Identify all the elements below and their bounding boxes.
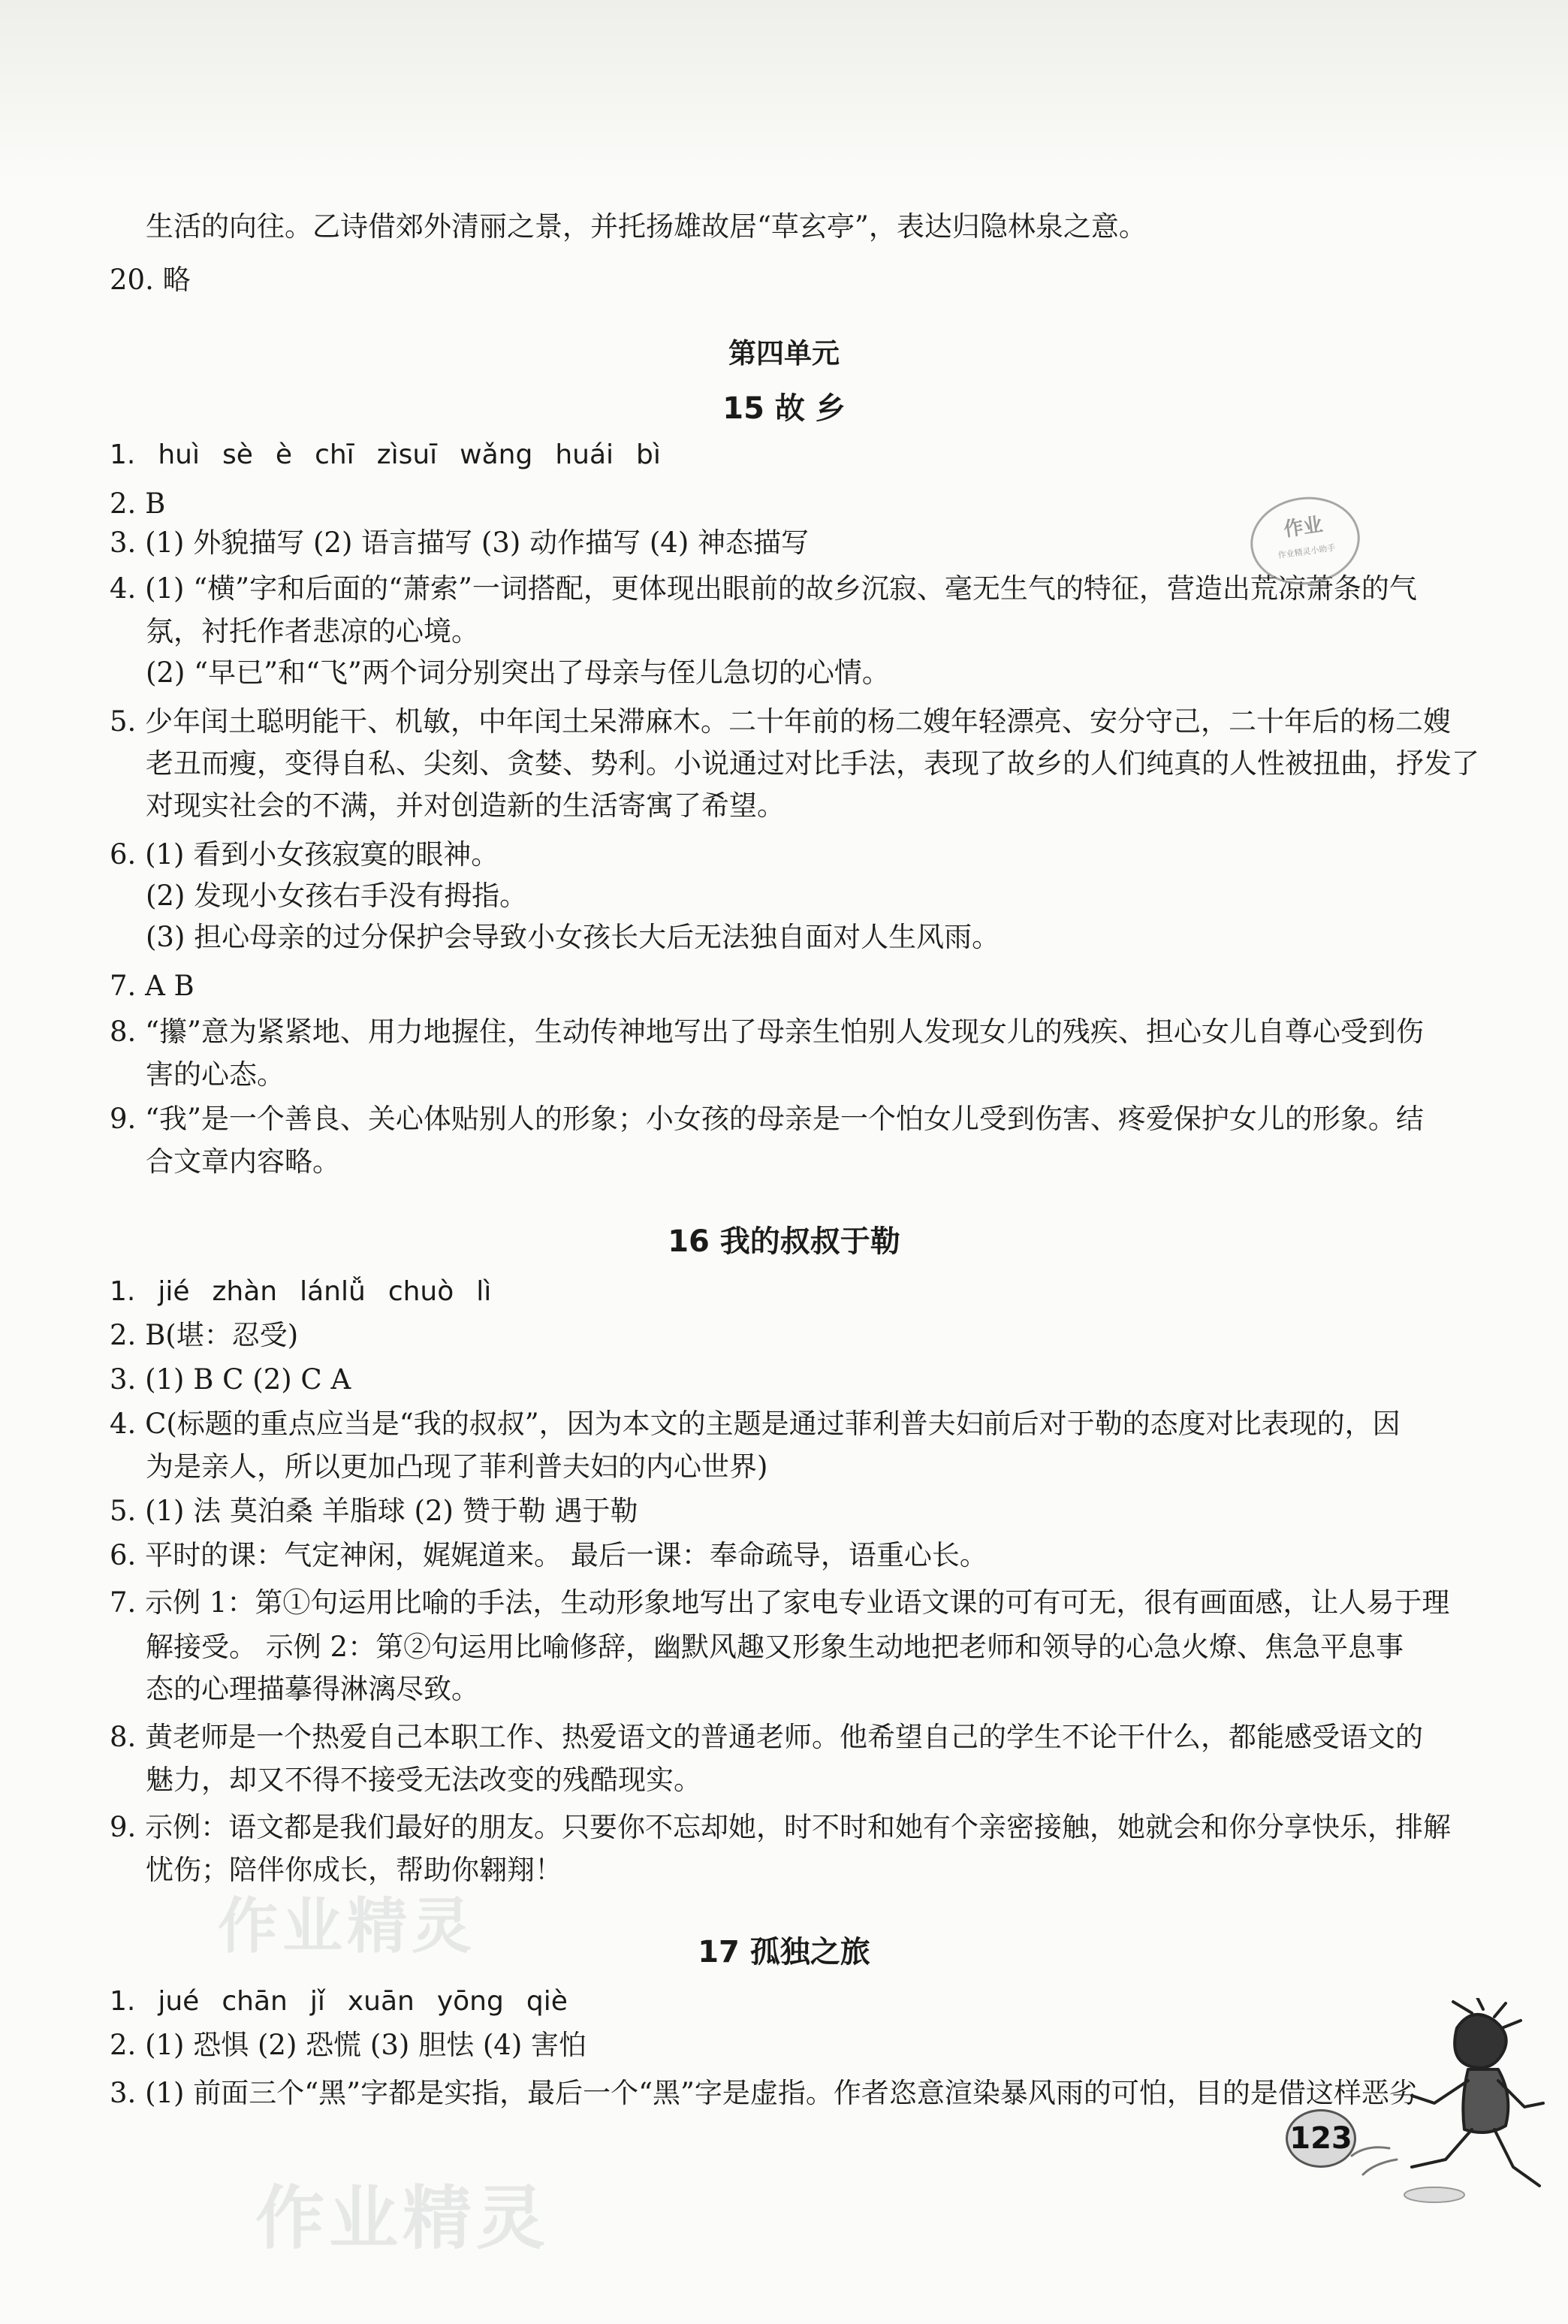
text-line: 魅力，却又不得不接受无法改变的残酷现实。 xyxy=(146,1764,701,1796)
pinyin-word: jié xyxy=(158,1276,190,1307)
pinyin-word: yōng xyxy=(436,1986,504,2017)
pinyin-word: bì xyxy=(636,439,661,470)
text-line: 合文章内容略。 xyxy=(146,1145,340,1178)
pinyin-word: lì xyxy=(476,1276,492,1307)
pinyin-word: è xyxy=(275,439,293,470)
pinyin-word: lánlǚ xyxy=(300,1276,366,1307)
text-line: 2. B xyxy=(110,487,166,520)
text-line: (2) 发现小女孩右手没有拇指。 xyxy=(146,880,528,912)
watermark: 作业精灵 xyxy=(255,2178,550,2259)
text-line: 为是亲人，所以更加凸现了菲利普夫妇的内心世界) xyxy=(146,1450,768,1483)
section-title-16: 16 我的叔叔于勒 xyxy=(668,1224,900,1259)
pinyin-word: jué xyxy=(158,1986,200,2017)
pinyin-word: xuān xyxy=(347,1986,415,2017)
text-line: 7. A B xyxy=(110,970,194,1002)
unit-title: 第四单元 xyxy=(728,337,840,370)
pinyin-word: chuò xyxy=(387,1276,454,1307)
text-line: 5. (1) 法 莫泊桑 羊脂球 (2) 赞于勒 遇于勒 xyxy=(110,1495,638,1527)
question-number: 1. xyxy=(110,1986,136,2017)
pinyin-word: zìsuī xyxy=(376,439,438,470)
text-line: 20. 略 xyxy=(110,264,191,296)
text-line: 3. (1) 外貌描写 (2) 语言描写 (3) 动作描写 (4) 神态描写 xyxy=(110,527,810,559)
text-line: 5. 少年闰土聪明能干、机敏，中年闰土呆滞麻木。二十年前的杨二嫂年轻漂亮、安分守己，二十年后的杨二嫂 xyxy=(110,705,1452,738)
question-number: 1. xyxy=(110,439,136,470)
text-line: 6. (1) 看到小女孩寂寞的眼神。 xyxy=(110,838,499,871)
text-line: 解接受。 示例 2：第②句运用比喻修辞，幽默风趣又形象生动地把老师和领导的心急火燎、焦急平息事 xyxy=(146,1631,1404,1663)
text-line: 害的心态。 xyxy=(146,1058,285,1091)
watermark: 作业精灵 xyxy=(218,1891,476,1961)
text-line: 9. 示例：语文都是我们最好的朋友。只要你不忘却她，时不时和她有个亲密接触，她就会和你分享快乐，排解 xyxy=(110,1811,1452,1843)
pinyin-word: wǎng xyxy=(460,439,533,470)
text-line: 6. 平时的课：气定神闲，娓娓道来。 最后一课：奉命疏导，语重心长。 xyxy=(110,1539,988,1571)
pinyin-line-16 xyxy=(110,1275,514,1309)
text-line: 氛，衬托作者悲凉的心境。 xyxy=(146,615,479,647)
text-line: (3) 担心母亲的过分保护会导致小女孩长大后无法独自面对人生风雨。 xyxy=(146,921,1000,953)
text-line: 4. C(标题的重点应当是“我的叔叔”，因为本文的主题是通过菲利普夫妇前后对于勒的态度对比表现的，因 xyxy=(110,1408,1401,1440)
text-line: 老丑而瘦，变得自私、尖刻、贪婪、势利。小说通过对比手法，表现了故乡的人们纯真的人性被扭曲，抒发了 xyxy=(146,747,1479,780)
text-line: 2. (1) 恐惧 (2) 恐慌 (3) 胆怯 (4) 害怕 xyxy=(110,2029,587,2061)
text-line: (2) “早已”和“飞”两个词分别突出了母亲与侄儿急切的心情。 xyxy=(146,656,890,689)
text-line: 生活的向往。乙诗借郊外清丽之景，并托扬雄故居“草玄亭”，表达归隐林泉之意。 xyxy=(146,210,1147,243)
pinyin-word: jǐ xyxy=(309,1986,325,2017)
text-line: 忧伤；陪伴你成长，帮助你翱翔！ xyxy=(146,1854,562,1886)
stamp-subtitle: 作业精灵小助手 xyxy=(1277,542,1337,561)
text-line: 对现实社会的不满，并对创造新的生活寄寓了希望。 xyxy=(146,789,785,822)
text-line: 8. 黄老师是一个热爱自己本职工作、热爱语文的普通老师。他希望自己的学生不论干什么，都能感受语文的 xyxy=(110,1721,1424,1753)
pinyin-word: chī xyxy=(315,439,354,470)
question-number: 1. xyxy=(110,1276,136,1307)
stamp-title: 作业 xyxy=(1282,513,1325,542)
running-kid-illustration-icon xyxy=(1344,1998,1562,2223)
text-line: 3. (1) B C (2) C A xyxy=(110,1363,351,1396)
text-line: 9. “我”是一个善良、关心体贴别人的形象；小女孩的母亲是一个怕女儿受到伤害、疼爱保护女儿的形象。结 xyxy=(110,1103,1424,1135)
pinyin-line-17 xyxy=(110,1984,590,2019)
pinyin-word: zhàn xyxy=(212,1276,278,1307)
text-line: 2. B(堪：忍受) xyxy=(110,1319,299,1351)
text-line: 8. “攥”意为紧紧地、用力地握住，生动传神地写出了母亲生怕别人发现女儿的残疾、担心女儿自尊心受到伤 xyxy=(110,1016,1424,1048)
section-title-15: 15 故 乡 xyxy=(722,391,846,426)
pinyin-word: huì xyxy=(158,439,200,470)
pinyin-word: chān xyxy=(222,1986,288,2017)
text-line: 3. (1) 前面三个“黑”字都是实指，最后一个“黑”字是虚指。作者恣意渲染暴风雨的可怕，目的是借这样恶劣 xyxy=(110,2077,1417,2109)
pinyin-word: qiè xyxy=(526,1986,568,2017)
text-line: 7. 示例 1：第①句运用比喻的手法，生动形象地写出了家电专业语文课的可有可无，很有画面感，让人易于理 xyxy=(110,1586,1450,1619)
section-title-17: 17 孤独之旅 xyxy=(698,1935,870,1969)
pinyin-line-15 xyxy=(110,438,683,472)
pinyin-word: sè xyxy=(222,439,253,470)
text-line: 4. (1) “横”字和后面的“萧索”一词搭配，更体现出眼前的故乡沉寂、毫无生气的特征，营造出荒凉萧条的气 xyxy=(110,572,1417,605)
page-number: 123 xyxy=(1286,2109,1356,2168)
pinyin-word: huái xyxy=(555,439,614,470)
text-line: 态的心理描摹得淋漓尽致。 xyxy=(146,1673,479,1705)
